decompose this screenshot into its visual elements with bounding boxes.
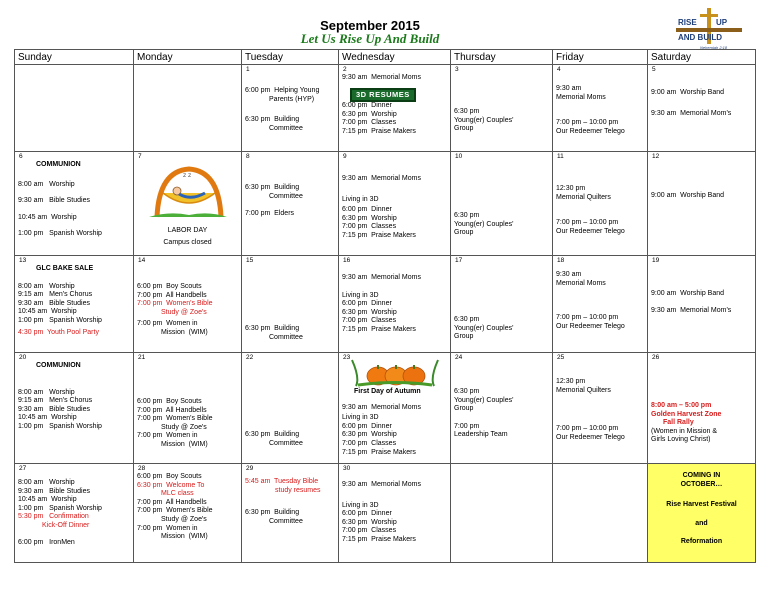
day-number: 28: [138, 465, 146, 472]
event-line: LABOR DAY: [167, 227, 208, 234]
weekday-header-row: [15, 50, 756, 65]
event-line: 9:00 am Worship Band: [651, 192, 725, 199]
day-number: 22: [246, 354, 254, 361]
event-line: Living in 3D: [342, 501, 379, 509]
event-line: 8:00 am Worship: [18, 282, 75, 290]
event-line: 6:30 pm Building: [245, 325, 300, 332]
day-header-saturday: Saturday: [648, 50, 756, 65]
day-cell-1: [242, 65, 339, 152]
day-cell-21: [134, 353, 242, 464]
day-number: 6: [19, 153, 23, 160]
event-line: 6:30 pm Building: [245, 431, 300, 438]
day-cell-16: [339, 256, 451, 353]
week-row-1: [15, 65, 756, 152]
event-line: 9:00 am Worship Band: [651, 290, 725, 297]
event-line: 7:00 pm Women in: [137, 432, 198, 440]
event-line: 6:30 pm: [454, 388, 480, 395]
day-cell-10: [451, 152, 553, 256]
event-line: 10:45 am Worship: [18, 414, 77, 422]
event-line: 7:15 pm Praise Makers: [342, 448, 416, 456]
event-line: 7:00 pm Women in: [137, 320, 198, 328]
event-line: 6:30 pm Worship: [342, 214, 397, 222]
week-row-3: [15, 256, 756, 353]
event-line: COMING IN: [682, 472, 721, 479]
day-cell-9: [339, 152, 451, 256]
event-line: 9:30 am Memorial Moms: [342, 403, 421, 411]
event-line: Parents (HYP): [269, 95, 315, 103]
day-header-wednesday: Wednesday: [339, 50, 451, 65]
event-line: 6:00 pm Dinner: [342, 102, 392, 110]
event-line: Memorial Quilters: [556, 386, 611, 394]
logo-verse: Nehemiah 2:18: [700, 45, 728, 50]
event-line: Memorial Moms: [556, 93, 606, 101]
page-subtitle: Let Us Rise Up And Build: [300, 31, 440, 46]
page-title: September 2015: [320, 18, 420, 33]
event-line: 1:00 pm Spanish Worship: [18, 230, 102, 238]
event-line: 7:00 pm Women in: [137, 524, 198, 532]
day-number: 14: [138, 257, 146, 264]
logo-cross-bar: [700, 14, 718, 17]
day-number: 30: [343, 465, 351, 472]
day-number: 12: [652, 153, 660, 160]
event-line: Rise Harvest Festival: [666, 501, 737, 509]
logo-rise: RISE: [678, 18, 697, 27]
event-line: 12:30 pm: [556, 378, 586, 385]
event-line: Study @ Zoe's: [161, 423, 207, 431]
day-cell-6: [15, 152, 134, 256]
event-line: 6:00 pm IronMen: [18, 538, 75, 546]
event-line: Living in 3D: [342, 414, 379, 422]
event-line: Committee: [269, 192, 303, 200]
week-row-2: [15, 152, 756, 256]
day-number: 19: [652, 257, 660, 264]
day-number: 11: [557, 153, 564, 160]
event-line: 6:30 pm Worship: [342, 518, 397, 526]
event-line: Group: [454, 125, 474, 133]
event-line: 8:00 am Worship: [18, 388, 75, 396]
event-line: 6:30 pm: [454, 108, 480, 115]
day-number: 4: [557, 66, 561, 73]
event-line: First Day of Autumn: [354, 388, 421, 395]
event-line: 4:30 pm Youth Pool Party: [18, 328, 99, 336]
event-line: 1:00 pm Spanish Worship: [18, 316, 102, 324]
event-line: Mission (WIM): [161, 440, 208, 448]
event-line: 9:30 am Memorial Moms: [342, 481, 421, 488]
event-line: 9:30 am: [556, 85, 582, 92]
week-row-5: [15, 464, 756, 563]
day-number: 15: [246, 257, 254, 264]
day-number: 3: [455, 66, 459, 73]
event-line: 6:00 pm Helping Young: [245, 87, 320, 94]
event-line: 7:00 pm All Handbells: [137, 291, 207, 299]
event-line: (Women in Mission &: [651, 427, 718, 435]
day-cell-empty: [15, 65, 134, 152]
day-cell-26: [648, 353, 756, 464]
day-number: 24: [455, 354, 463, 361]
event-line: 9:30 am Bible Studies: [18, 487, 90, 495]
logo-beam: [676, 28, 742, 32]
event-line: 6:30 pm Worship: [342, 110, 397, 118]
calendar-grid: [14, 49, 756, 563]
day-cell-27: [15, 464, 134, 563]
event-line: 7:00 pm Elders: [245, 210, 295, 218]
event-line: 6:00 pm Boy Scouts: [137, 473, 202, 480]
event-line: Young(er) Couples': [454, 220, 514, 228]
day-cell-empty: [134, 65, 242, 152]
day-number: 1: [246, 66, 250, 73]
day-number: 23: [343, 354, 351, 361]
day-cell-17: [451, 256, 553, 353]
event-line: Memorial Moms: [556, 279, 606, 287]
event-line: 5:30 pm Confirmation: [18, 513, 89, 521]
event-line: OCTOBER…: [680, 480, 723, 488]
event-line: 8:00 am Worship: [18, 479, 75, 486]
day-cell-19: [648, 256, 756, 353]
event-line: 6:00 pm Boy Scouts: [137, 283, 202, 290]
day-cell-14: [134, 256, 242, 353]
event-line: 6:30 pm: [454, 212, 480, 219]
hammock-clipart: [149, 163, 227, 219]
event-line: 6:00 pm Dinner: [342, 206, 392, 214]
day-cell-22: [242, 353, 339, 464]
event-line: Memorial Quilters: [556, 193, 611, 201]
event-line: 9:15 am Men's Chorus: [18, 397, 93, 405]
event-line: 9:30 am Memorial Moms: [342, 175, 421, 182]
event-line: 7:15 pm Praise Makers: [342, 127, 416, 135]
day-cell-7: [134, 152, 242, 256]
day-cell-8: [242, 152, 339, 256]
svg-text:z z: z z: [183, 172, 192, 179]
event-line: Committee: [269, 124, 303, 132]
day-number: 26: [652, 354, 660, 361]
event-line: Our Redeemer Telego: [556, 433, 625, 441]
event-line: 6:00 pm Dinner: [342, 510, 392, 518]
event-line: 6:30 pm Building: [245, 509, 300, 517]
event-line: Golden Harvest Zone: [651, 410, 722, 418]
event-line: 6:00 pm Dinner: [342, 422, 392, 430]
day-cell-29: [242, 464, 339, 563]
event-line: 6:30 pm Building: [245, 116, 300, 124]
event-line: Study @ Zoe's: [161, 515, 207, 523]
event-line: Group: [454, 333, 474, 341]
event-line: 7:00 pm Women's Bible: [137, 415, 213, 423]
logo-build: AND BUILD: [678, 33, 722, 42]
event-line: 6:00 pm Boy Scouts: [137, 398, 202, 405]
event-line: 8:00 am Worship: [18, 180, 75, 188]
day-number: 5: [652, 66, 656, 73]
event-line: Campus closed: [163, 238, 212, 246]
event-line: 9:30 am Bible Studies: [18, 299, 90, 307]
day-header-tuesday: Tuesday: [242, 50, 339, 65]
event-line: Group: [454, 229, 474, 237]
event-line: 9:15 am Men's Chorus: [18, 291, 93, 299]
event-line: Leadership Team: [454, 431, 508, 439]
event-line: 7:00 pm Women's Bible: [137, 300, 213, 308]
event-line: 9:30 am Memorial Mom's: [651, 306, 732, 314]
event-line: 7:00 pm Classes: [342, 317, 397, 325]
event-line: Young(er) Couples': [454, 116, 514, 124]
day-number: 7: [138, 153, 142, 160]
day-number: 29: [246, 465, 254, 472]
rise-up-logo: [676, 8, 742, 54]
event-line: 9:30 am: [556, 271, 582, 278]
day-number: 18: [557, 257, 565, 264]
day-cell-23: [339, 353, 451, 464]
event-line: 6:30 pm: [454, 316, 480, 323]
event-line: 9:00 am Worship Band: [651, 89, 725, 96]
day-number: 25: [557, 354, 565, 361]
day-cell-11: [553, 152, 648, 256]
event-line: Living in 3D: [342, 195, 379, 203]
event-line: Living in 3D: [342, 291, 379, 299]
day-header-monday: Monday: [134, 50, 242, 65]
event-line: 9:30 am Bible Studies: [18, 197, 90, 205]
day-number: 16: [343, 257, 351, 264]
day-cell-empty: [553, 464, 648, 563]
event-line: Committee: [269, 517, 303, 525]
day-cell-12: [648, 152, 756, 256]
day-cell-13: [15, 256, 134, 353]
event-line: 7:00 pm Women's Bible: [137, 507, 213, 515]
event-line: 8:00 am – 5:00 pm: [651, 402, 712, 409]
day-number: 2: [343, 66, 347, 73]
event-line: 10:45 am Worship: [18, 213, 77, 221]
resumes-badge: 3D RESUMES: [350, 88, 416, 103]
event-line: 7:00 pm Classes: [342, 527, 397, 535]
event-line: 12:30 pm: [556, 185, 586, 192]
day-cell-3: [451, 65, 553, 152]
day-number: 10: [455, 153, 463, 160]
event-line: and: [695, 519, 708, 527]
event-line: 10:45 am Worship: [18, 496, 77, 504]
day-number: 13: [19, 257, 27, 264]
day-cell-5: [648, 65, 756, 152]
event-line: 7:00 pm Classes: [342, 223, 397, 231]
day-cell-empty: [451, 464, 553, 563]
day-number: 21: [138, 354, 146, 361]
event-line: Kick-Off Dinner: [42, 521, 90, 529]
event-line: 5:45 am Tuesday Bible: [245, 478, 319, 485]
event-line: Our Redeemer Telego: [556, 227, 625, 235]
day-number: 27: [19, 465, 27, 472]
day-number: 9: [343, 153, 347, 160]
event-line: 7:00 pm – 10:00 pm: [556, 119, 619, 127]
day-number: 8: [246, 153, 250, 160]
event-line: 6:30 pm Worship: [342, 308, 397, 316]
event-line: Fall Rally: [663, 419, 694, 427]
event-line: GLC BAKE SALE: [36, 265, 94, 272]
event-line: 7:15 pm Praise Makers: [342, 231, 416, 239]
day-cell-25: [553, 353, 648, 464]
day-cell-28: [134, 464, 242, 563]
event-line: study resumes: [275, 486, 321, 494]
day-cell-30: [339, 464, 451, 563]
event-line: 9:30 am Memorial Moms: [342, 274, 421, 281]
event-line: Young(er) Couples': [454, 324, 514, 332]
event-line: 7:15 pm Praise Makers: [342, 325, 416, 333]
event-line: COMMUNION: [36, 161, 81, 168]
day-cell-20: [15, 353, 134, 464]
event-line: 7:00 pm All Handbells: [137, 498, 207, 506]
event-line: 6:30 pm Worship: [342, 431, 397, 439]
event-line: Our Redeemer Telego: [556, 322, 625, 330]
day-cell-2: [339, 65, 451, 152]
event-line: 9:30 am Memorial Moms: [342, 74, 421, 81]
event-line: 9:30 am Bible Studies: [18, 405, 90, 413]
day-cell-18: [553, 256, 648, 353]
event-line: 1:00 pm Spanish Worship: [18, 422, 102, 430]
event-line: 7:00 pm Classes: [342, 119, 397, 127]
event-line: Girls Loving Christ): [651, 436, 711, 444]
event-line: Mission (WIM): [161, 328, 208, 336]
event-line: 6:30 pm Welcome To: [137, 481, 205, 489]
event-line: 7:15 pm Praise Makers: [342, 535, 416, 543]
day-header-friday: Friday: [553, 50, 648, 65]
day-cell-4: [553, 65, 648, 152]
event-line: Committee: [269, 333, 303, 341]
event-line: 6:00 pm Dinner: [342, 300, 392, 308]
day-number: 17: [455, 257, 463, 264]
day-cell-15: [242, 256, 339, 353]
day-header-thursday: Thursday: [451, 50, 553, 65]
event-line: Study @ Zoe's: [161, 308, 207, 316]
event-line: Our Redeemer Telego: [556, 127, 625, 135]
event-line: 6:30 pm Building: [245, 184, 300, 191]
pumpkin-clipart: [350, 356, 440, 388]
event-line: 7:00 pm – 10:00 pm: [556, 425, 619, 433]
event-line: 7:00 pm All Handbells: [137, 406, 207, 414]
event-line: Reformation: [680, 538, 723, 546]
event-line: Young(er) Couples': [454, 396, 514, 404]
event-line: 7:00 pm – 10:00 pm: [556, 314, 619, 322]
event-line: 1:00 pm Spanish Worship: [18, 504, 102, 512]
event-line: COMMUNION: [36, 362, 81, 369]
event-line: 7:00 pm: [454, 422, 480, 430]
event-line: 9:30 am Memorial Mom's: [651, 109, 732, 117]
event-line: MLC class: [161, 490, 194, 498]
event-line: Committee: [269, 439, 303, 447]
event-line: 10:45 am Worship: [18, 308, 77, 316]
event-line: Mission (WIM): [161, 533, 208, 541]
event-line: 7:00 pm – 10:00 pm: [556, 219, 619, 227]
week-row-4: [15, 353, 756, 464]
october-preview-cell: [648, 464, 756, 563]
day-cell-24: [451, 353, 553, 464]
day-header-sunday: Sunday: [15, 50, 134, 65]
logo-up: UP: [716, 18, 728, 27]
event-line: 7:00 pm Classes: [342, 439, 397, 447]
event-line: Group: [454, 405, 474, 413]
day-number: 20: [19, 354, 27, 361]
